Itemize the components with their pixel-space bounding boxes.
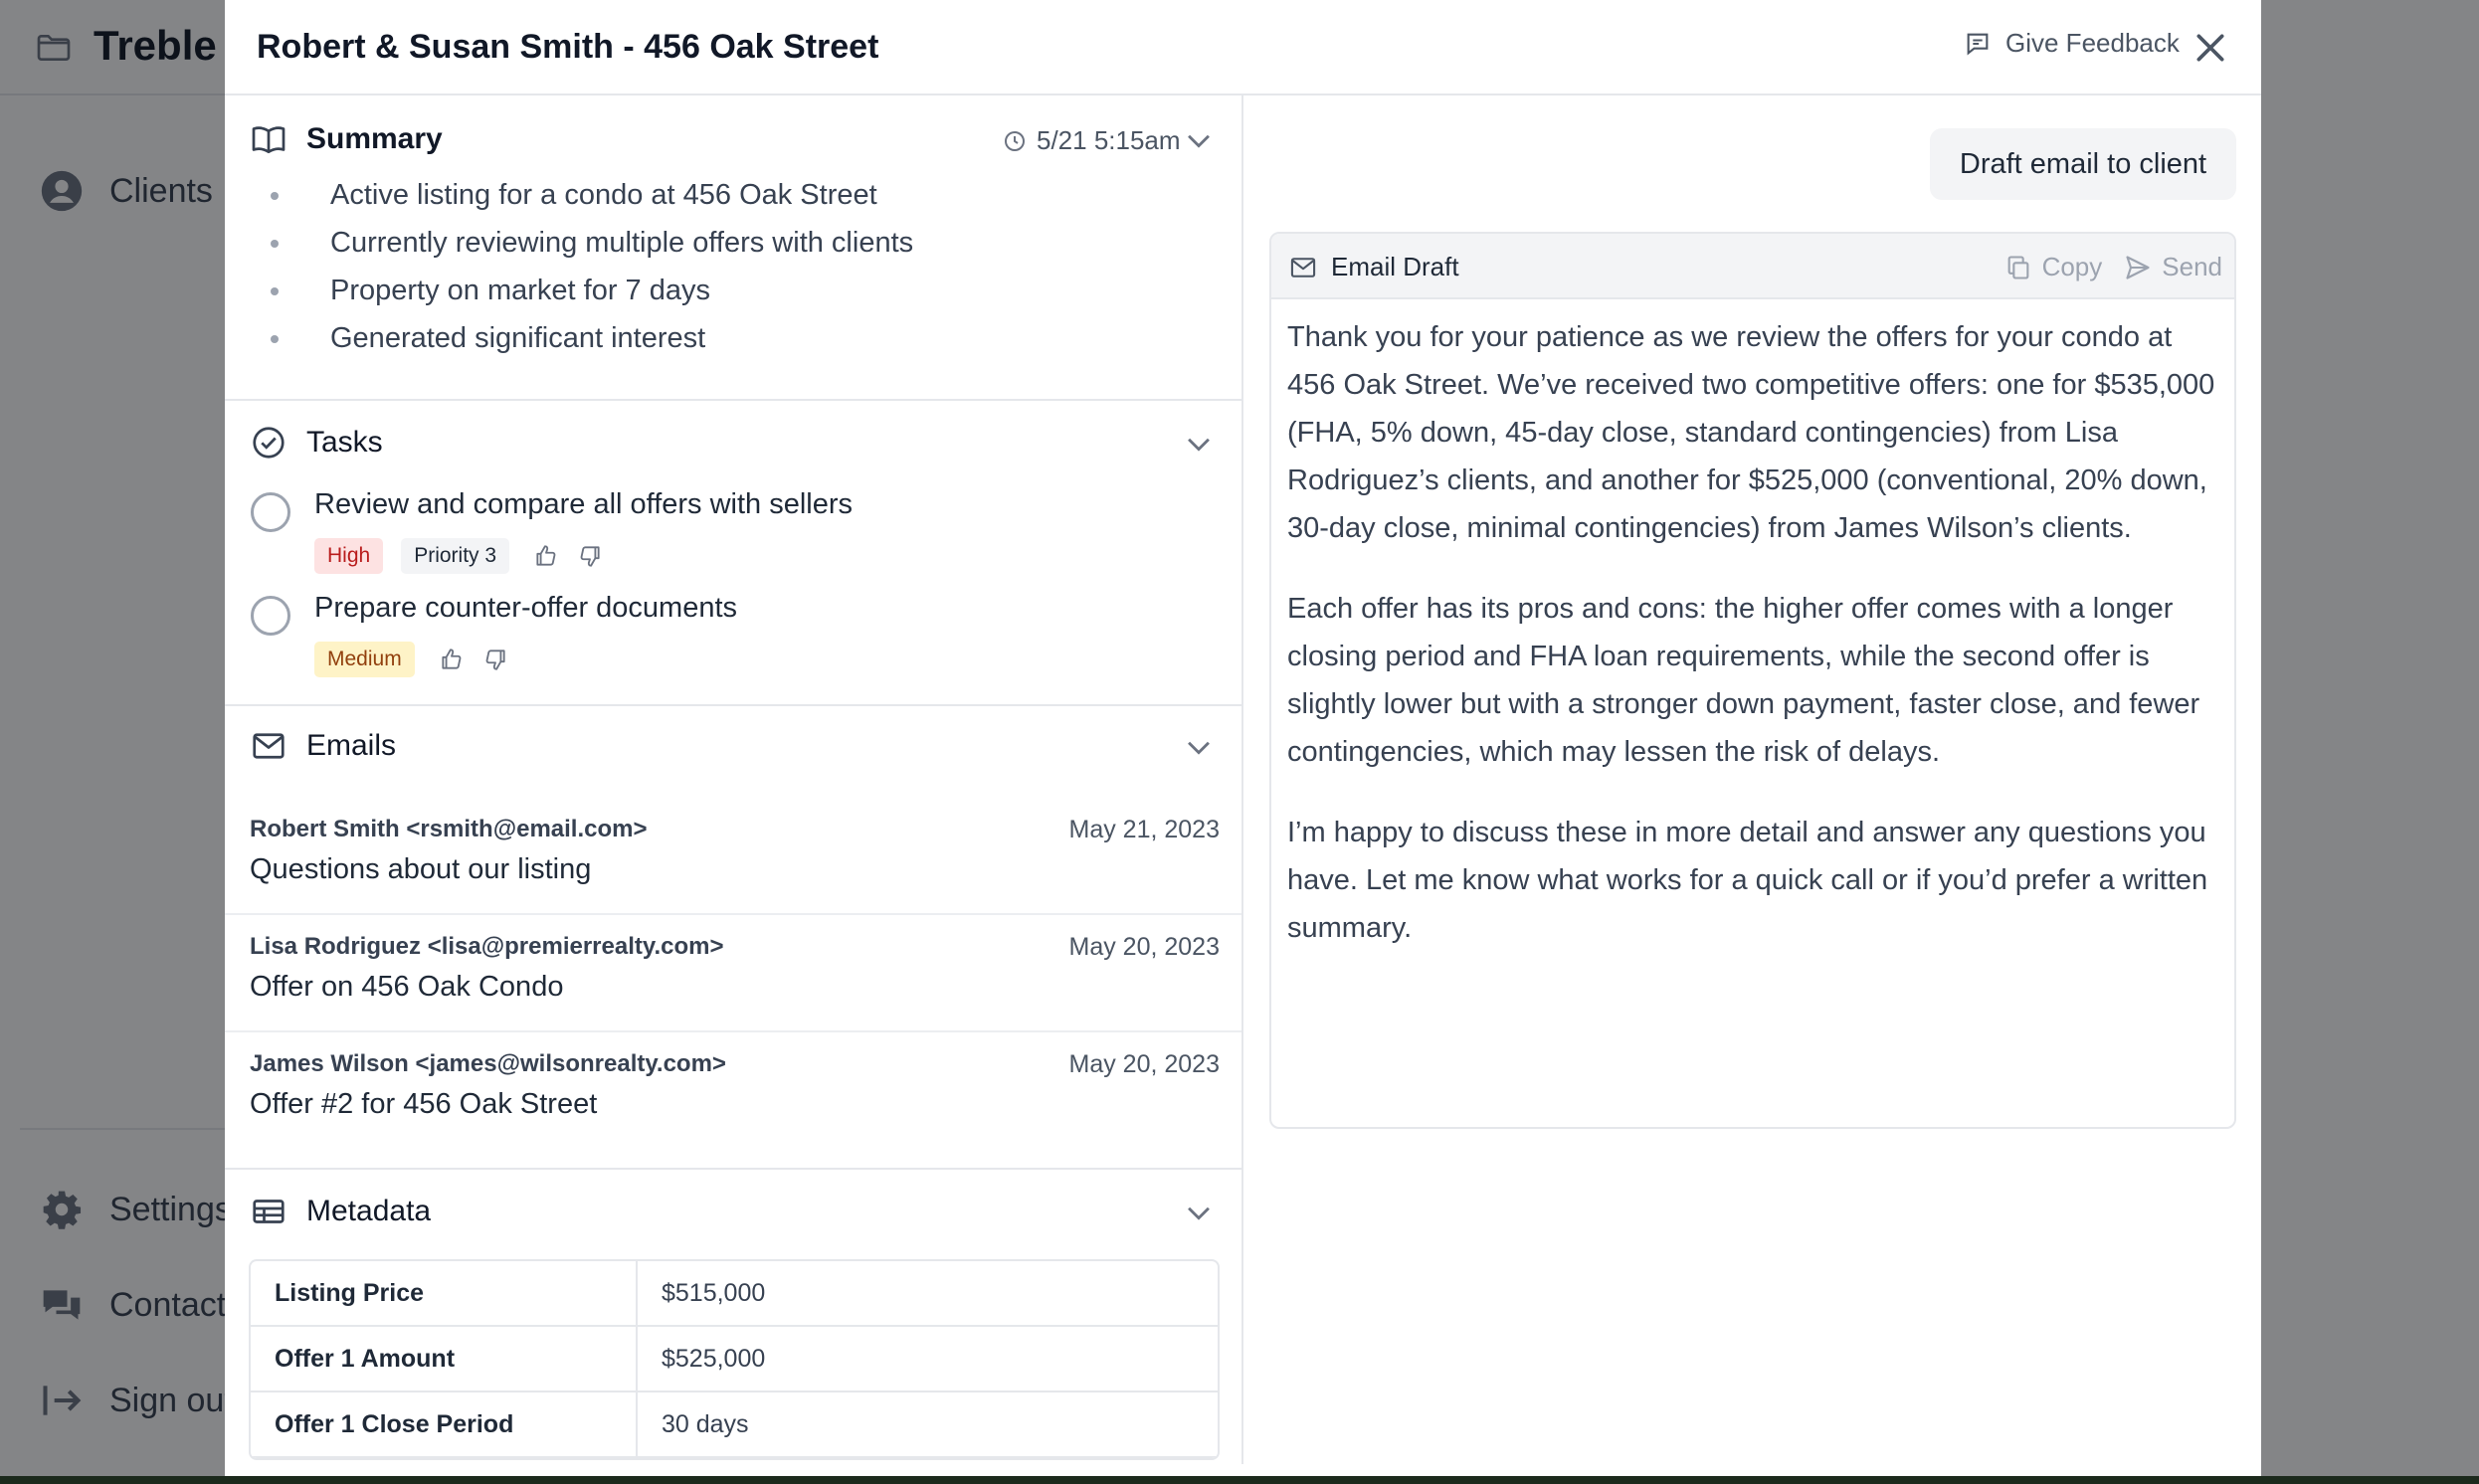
task-label: Prepare counter-offer documents xyxy=(314,592,738,624)
email-sender: Lisa Rodriguez <lisa@premierrealty.com> xyxy=(250,933,724,960)
task-tags xyxy=(314,642,508,677)
email-subject: Offer #2 for 456 Oak Street xyxy=(250,1088,598,1120)
give-feedback-button[interactable] xyxy=(1964,28,2180,59)
details-pane[interactable] xyxy=(225,95,1243,1464)
send-icon xyxy=(2124,254,2152,281)
thumbs-up-icon[interactable] xyxy=(439,647,465,672)
draft-email-button[interactable]: Draft email to client xyxy=(1930,128,2236,200)
tasks-header xyxy=(251,423,383,463)
email-sender: Robert Smith <rsmith@email.com> xyxy=(250,816,648,842)
copy-button[interactable] xyxy=(2004,252,2103,282)
emails-section xyxy=(225,706,1243,1170)
summary-bullet: Currently reviewing multiple offers with clients xyxy=(271,219,913,267)
table-row xyxy=(251,1392,1218,1458)
thumbs-up-icon[interactable] xyxy=(533,543,559,569)
table-row xyxy=(251,1327,1218,1392)
email-sender: James Wilson <james@wilsonrealty.com> xyxy=(250,1050,726,1077)
modal-title: Robert & Susan Smith - 456 Oak Street xyxy=(257,28,879,66)
summary-bullet: Generated significant interest xyxy=(271,314,913,362)
email-draft-header xyxy=(1271,234,2236,299)
check-circle-icon xyxy=(251,425,286,461)
tasks-section xyxy=(225,401,1243,706)
summary-header xyxy=(251,119,443,159)
task-checkbox[interactable] xyxy=(251,596,290,636)
priority-medium-badge: Medium xyxy=(314,642,415,677)
summary-bullet: Active listing for a condo at 456 Oak Street xyxy=(271,171,913,219)
bottom-edge-strip xyxy=(0,1476,2479,1484)
envelope-icon xyxy=(1289,254,1317,281)
summary-section xyxy=(225,95,1243,401)
email-draft-body[interactable] xyxy=(1287,313,2222,985)
task-tags xyxy=(314,538,603,574)
metadata-key: Offer 1 Amount xyxy=(251,1327,638,1391)
metadata-value: $525,000 xyxy=(662,1345,766,1373)
assistant-pane xyxy=(1243,95,2261,1464)
send-label: Send xyxy=(2162,252,2222,281)
email-draft-title-text: Email Draft xyxy=(1331,252,1459,281)
feedback-icon xyxy=(1964,30,1992,58)
emails-header xyxy=(251,726,396,766)
task-checkbox[interactable] xyxy=(251,492,290,532)
summary-list xyxy=(271,171,913,362)
email-date: May 20, 2023 xyxy=(1068,933,1220,961)
book-open-icon xyxy=(251,121,286,157)
table-row xyxy=(251,1261,1218,1327)
metadata-header xyxy=(251,1192,431,1231)
summary-bullet: Property on market for 7 days xyxy=(271,267,913,314)
email-draft-paragraph: I’m happy to discuss these in more detail and answer any questions you have. Let me know what works for a quick call or if you’d prefer a written summary. xyxy=(1287,817,2208,944)
email-subject: Questions about our listing xyxy=(250,853,592,885)
summary-timestamp xyxy=(1003,125,1181,156)
priority-rank-badge: Priority 3 xyxy=(401,538,509,574)
email-draft-paragraph: Thank you for your patience as we review the offers for your condo at 456 Oak Street. We’ve received two competitive offers: one for $535,000 (FHA, 5% down, 45-day close, standard contingencies) from Lisa Rodriguez’s clients, and another for $525,000 (conventional, 20% down, 30-day close, minimal contingencies) from James Wilson’s clients. xyxy=(1287,321,2215,544)
modal-header xyxy=(225,0,2261,95)
chevron-down-icon[interactable] xyxy=(1182,427,1216,461)
copy-label: Copy xyxy=(2041,252,2103,281)
email-draft-paragraph: Each offer has its pros and cons: the higher offer comes with a longer closing period and FHA loan requirements, while the second offer is slightly lower but with a stronger down payment, faster close, and fewer contingencies, which may lessen the risk of delays. xyxy=(1287,593,2200,768)
email-draft-actions xyxy=(2004,252,2222,282)
close-icon[interactable] xyxy=(2191,28,2230,68)
metadata-key: Listing Price xyxy=(251,1261,638,1325)
priority-high-badge: High xyxy=(314,538,383,574)
tasks-title: Tasks xyxy=(306,426,383,459)
metadata-section xyxy=(225,1170,1243,1464)
client-detail-modal xyxy=(225,0,2261,1476)
email-list-item[interactable] xyxy=(225,915,1243,1032)
send-button[interactable] xyxy=(2124,252,2222,282)
chevron-down-icon[interactable] xyxy=(1182,123,1216,157)
email-date: May 20, 2023 xyxy=(1068,1050,1220,1078)
give-feedback-label: Give Feedback xyxy=(2005,28,2180,58)
metadata-table xyxy=(249,1259,1220,1460)
metadata-value: $515,000 xyxy=(662,1279,766,1307)
email-list-item[interactable] xyxy=(225,1032,1243,1150)
chevron-down-icon[interactable] xyxy=(1182,1196,1216,1229)
email-list-item[interactable] xyxy=(225,798,1243,915)
chevron-down-icon[interactable] xyxy=(1182,730,1216,764)
clock-icon xyxy=(1003,129,1027,153)
email-subject: Offer on 456 Oak Condo xyxy=(250,971,564,1003)
email-draft-card xyxy=(1269,232,2236,1129)
envelope-icon xyxy=(251,728,286,764)
email-date: May 21, 2023 xyxy=(1068,816,1220,843)
table-icon xyxy=(251,1194,286,1229)
copy-icon xyxy=(2004,254,2032,281)
task-label: Review and compare all offers with sellers xyxy=(314,488,854,520)
emails-title: Emails xyxy=(306,729,397,762)
email-draft-title xyxy=(1289,252,1459,282)
metadata-title: Metadata xyxy=(306,1195,432,1227)
thumbs-down-icon[interactable] xyxy=(482,647,508,672)
summary-title: Summary xyxy=(306,122,443,155)
metadata-value: 30 days xyxy=(662,1410,749,1438)
summary-timestamp-text: 5/21 5:15am xyxy=(1037,125,1181,155)
metadata-key: Offer 1 Close Period xyxy=(251,1392,638,1456)
thumbs-down-icon[interactable] xyxy=(577,543,603,569)
